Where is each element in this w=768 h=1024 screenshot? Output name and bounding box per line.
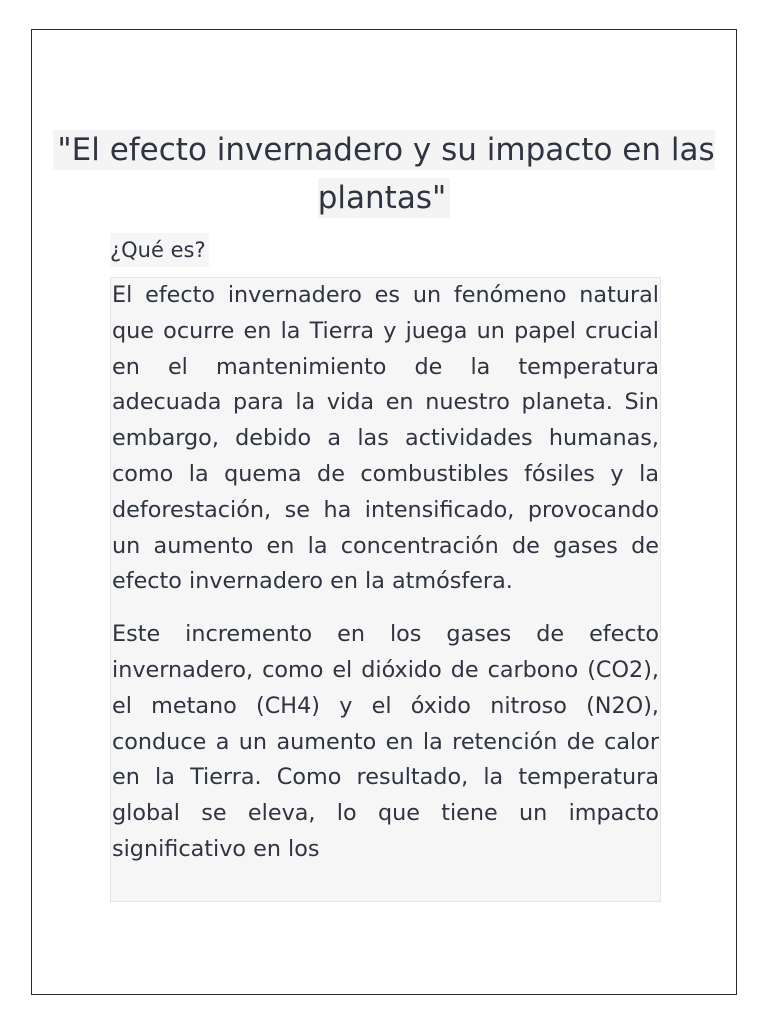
document-page <box>31 29 737 995</box>
document-title <box>32 126 736 222</box>
section-heading: ¿Qué es? <box>110 233 209 267</box>
document-title-text: "El efecto invernadero y su impacto en las plantas" <box>53 130 714 218</box>
body-paragraph: Este incremento en los gases de efecto invernadero, como el dióxido de carbono (CO2), el metano (CH4) y el óxido nitroso (N2O), conduce a un aumento en la retención de calor en la Tierra. Como resultado, la temperatura global se eleva, lo que tiene un impacto significativo en los <box>112 621 659 862</box>
body-paragraph: El efecto invernadero es un fenómeno natural que ocurre en la Tierra y juega un papel crucial en el mantenimiento de la temperatura adecuada para la vida en nuestro planeta. Sin embargo, debido a las actividades humanas, como la quema de combustibles fósiles y la deforestación, se ha intensificado, provocando un aumento en la concentración de gases de efecto invernadero en la atmósfera. <box>112 282 659 595</box>
body-text-box <box>110 277 661 902</box>
